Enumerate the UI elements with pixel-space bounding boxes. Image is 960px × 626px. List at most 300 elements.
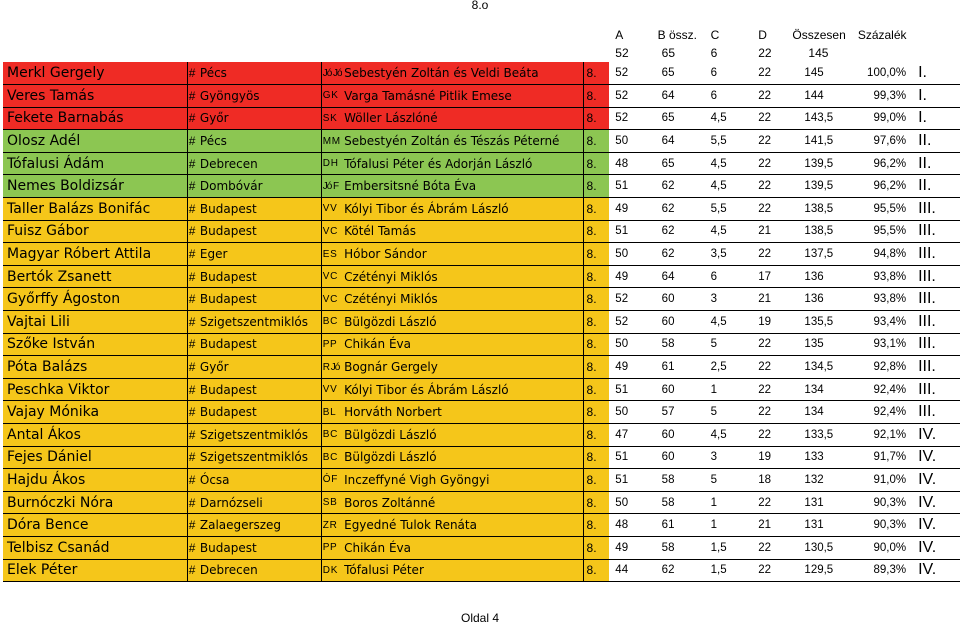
row-hash: # xyxy=(187,265,198,288)
row-hash: # xyxy=(187,401,198,424)
score-total: 136 xyxy=(792,265,857,288)
placement: IV. xyxy=(912,424,960,447)
grade: 8. xyxy=(583,446,609,469)
student-name: Telbisz Csanád xyxy=(3,536,187,559)
placement: I. xyxy=(912,62,960,85)
grade: 8. xyxy=(583,311,609,334)
score-percent: 93,1% xyxy=(858,333,912,356)
teacher-name: Bülgözdi László xyxy=(342,311,583,334)
score-a: 49 xyxy=(609,265,655,288)
score-a: 52 xyxy=(609,288,655,311)
city: Debrecen xyxy=(198,152,321,175)
score-total: 132 xyxy=(792,469,857,492)
teacher-name: Kólyi Tibor és Ábrám László xyxy=(342,198,583,221)
score-total: 144 xyxy=(792,85,857,108)
school-code: V V xyxy=(321,378,342,401)
score-d: 17 xyxy=(752,265,792,288)
grade: 8. xyxy=(583,469,609,492)
school-code: Z R xyxy=(321,514,342,537)
teacher-name: Czétényi Miklós xyxy=(342,265,583,288)
row-hash: # xyxy=(187,491,198,514)
score-a: 47 xyxy=(609,424,655,447)
column-header-row xyxy=(3,26,960,44)
score-percent: 91,0% xyxy=(858,469,912,492)
table-row xyxy=(3,401,960,424)
score-b: 62 xyxy=(656,243,705,266)
table-row xyxy=(3,288,960,311)
score-total: 129,5 xyxy=(792,559,857,582)
student-name: Elek Péter xyxy=(3,559,187,582)
score-a: 48 xyxy=(609,152,655,175)
city: Budapest xyxy=(198,220,321,243)
score-c: 1,5 xyxy=(705,536,753,559)
score-a: 50 xyxy=(609,130,655,153)
placement: III. xyxy=(912,333,960,356)
score-d: 22 xyxy=(752,491,792,514)
row-hash: # xyxy=(187,220,198,243)
row-hash: # xyxy=(187,243,198,266)
student-name: Bertók Zsanett xyxy=(3,265,187,288)
student-name: Dóra Bence xyxy=(3,514,187,537)
score-d: 22 xyxy=(752,62,792,85)
city: Budapest xyxy=(198,333,321,356)
student-name: Peschka Viktor xyxy=(3,378,187,401)
score-b: 60 xyxy=(656,288,705,311)
score-b: 61 xyxy=(656,514,705,537)
score-d: 18 xyxy=(752,469,792,492)
score-total: 131 xyxy=(792,514,857,537)
student-name: Szőke István xyxy=(3,333,187,356)
placement: IV. xyxy=(912,536,960,559)
teacher-name: Bülgözdi László xyxy=(342,446,583,469)
city: Ócsa xyxy=(198,469,321,492)
row-hash: # xyxy=(187,130,198,153)
table-row xyxy=(3,85,960,108)
student-name: Hajdu Ákos xyxy=(3,469,187,492)
score-a: 51 xyxy=(609,469,655,492)
max-d: 22 xyxy=(758,46,772,60)
max-c: 6 xyxy=(710,46,718,60)
score-b: 60 xyxy=(656,378,705,401)
score-a: 52 xyxy=(609,107,655,130)
max-b: 65 xyxy=(661,46,676,60)
score-total: 133,5 xyxy=(792,424,857,447)
score-d: 22 xyxy=(752,130,792,153)
city: Budapest xyxy=(198,265,321,288)
score-total: 130,5 xyxy=(792,536,857,559)
row-hash: # xyxy=(187,536,198,559)
score-b: 62 xyxy=(656,559,705,582)
score-c: 1 xyxy=(705,378,753,401)
teacher-name: Hóbor Sándor xyxy=(342,243,583,266)
score-percent: 100,0% xyxy=(858,62,912,85)
score-b: 58 xyxy=(656,491,705,514)
school-code: Jó F xyxy=(321,175,342,198)
placement: IV. xyxy=(912,491,960,514)
score-c: 4,5 xyxy=(705,107,753,130)
teacher-name: Tófalusi Péter xyxy=(342,559,583,582)
city: Pécs xyxy=(198,62,321,85)
row-hash: # xyxy=(187,152,198,175)
school-code: B C xyxy=(321,424,342,447)
school-code: S K xyxy=(321,107,342,130)
school-code: E S xyxy=(321,243,342,266)
score-d: 21 xyxy=(752,514,792,537)
city: Darnózseli xyxy=(198,491,321,514)
score-total: 141,5 xyxy=(792,130,857,153)
score-d: 19 xyxy=(752,446,792,469)
score-a: 50 xyxy=(609,491,655,514)
grade: 8. xyxy=(583,220,609,243)
col-header-pct: Százalék xyxy=(857,28,907,42)
score-percent: 99,0% xyxy=(858,107,912,130)
table-row xyxy=(3,446,960,469)
score-a: 49 xyxy=(609,198,655,221)
score-percent: 92,4% xyxy=(858,378,912,401)
table-row xyxy=(3,469,960,492)
score-c: 2,5 xyxy=(705,356,753,379)
city: Szigetszentmiklós xyxy=(198,446,321,469)
score-total: 134,5 xyxy=(792,356,857,379)
placement: IV. xyxy=(912,514,960,537)
student-name: Fejes Dániel xyxy=(3,446,187,469)
score-c: 4,5 xyxy=(705,424,753,447)
score-total: 137,5 xyxy=(792,243,857,266)
score-a: 50 xyxy=(609,243,655,266)
table-row xyxy=(3,559,960,582)
score-a: 44 xyxy=(609,559,655,582)
student-name: Antal Ákos xyxy=(3,424,187,447)
page-header: 8.o xyxy=(471,0,489,12)
grade: 8. xyxy=(583,243,609,266)
score-a: 52 xyxy=(609,62,655,85)
student-name: Tófalusi Ádám xyxy=(3,152,187,175)
teacher-name: Czétényi Miklós xyxy=(342,288,583,311)
row-hash: # xyxy=(187,198,198,221)
score-a: 49 xyxy=(609,356,655,379)
teacher-name: Inczeffyné Vigh Gyöngyi xyxy=(342,469,583,492)
placement: II. xyxy=(912,152,960,175)
score-percent: 96,2% xyxy=(858,175,912,198)
school-code: P P xyxy=(321,333,342,356)
city: Dombóvár xyxy=(198,175,321,198)
city: Győr xyxy=(198,356,321,379)
placement: IV. xyxy=(912,446,960,469)
grade: 8. xyxy=(583,559,609,582)
score-percent: 94,8% xyxy=(858,243,912,266)
score-b: 65 xyxy=(656,152,705,175)
row-hash: # xyxy=(187,559,198,582)
school-code: V C xyxy=(321,288,342,311)
city: Debrecen xyxy=(198,559,321,582)
score-c: 5 xyxy=(705,469,753,492)
score-percent: 93,8% xyxy=(858,288,912,311)
grade: 8. xyxy=(583,62,609,85)
score-b: 58 xyxy=(656,536,705,559)
row-hash: # xyxy=(187,469,198,492)
score-percent: 92,1% xyxy=(858,424,912,447)
placement: III. xyxy=(912,288,960,311)
grade: 8. xyxy=(583,514,609,537)
table-row xyxy=(3,198,960,221)
row-hash: # xyxy=(187,85,198,108)
table-row xyxy=(3,378,960,401)
teacher-name: Bognár Gergely xyxy=(342,356,583,379)
placement: III. xyxy=(912,378,960,401)
grade: 8. xyxy=(583,85,609,108)
student-name: Burnóczki Nóra xyxy=(3,491,187,514)
table-row xyxy=(3,107,960,130)
row-hash: # xyxy=(187,446,198,469)
city: Gyöngyös xyxy=(198,85,321,108)
score-percent: 91,7% xyxy=(858,446,912,469)
score-d: 21 xyxy=(752,288,792,311)
score-d: 22 xyxy=(752,175,792,198)
score-total: 134 xyxy=(792,401,857,424)
score-total: 138,5 xyxy=(792,220,857,243)
row-hash: # xyxy=(187,311,198,334)
city: Budapest xyxy=(198,198,321,221)
score-c: 5,5 xyxy=(705,130,753,153)
max-a: 52 xyxy=(615,46,629,60)
grade: 8. xyxy=(583,356,609,379)
student-name: Vajtai Lili xyxy=(3,311,187,334)
score-c: 6 xyxy=(705,85,753,108)
score-c: 1 xyxy=(705,514,753,537)
score-total: 139,5 xyxy=(792,152,857,175)
row-hash: # xyxy=(187,107,198,130)
score-total: 134 xyxy=(792,378,857,401)
teacher-name: Sebestyén Zoltán és Tészás Péterné xyxy=(342,130,583,153)
max-score-row xyxy=(3,44,960,62)
score-c: 6 xyxy=(705,265,753,288)
score-b: 64 xyxy=(656,265,705,288)
score-percent: 93,8% xyxy=(858,265,912,288)
score-total: 138,5 xyxy=(792,198,857,221)
score-b: 60 xyxy=(656,424,705,447)
grade: 8. xyxy=(583,333,609,356)
table-row xyxy=(3,130,960,153)
score-a: 50 xyxy=(609,401,655,424)
score-d: 22 xyxy=(752,107,792,130)
score-percent: 90,3% xyxy=(858,491,912,514)
score-d: 22 xyxy=(752,424,792,447)
table-row xyxy=(3,152,960,175)
school-code: Jó Jó xyxy=(321,62,342,85)
score-b: 60 xyxy=(656,311,705,334)
score-c: 4,5 xyxy=(705,220,753,243)
grade: 8. xyxy=(583,107,609,130)
row-hash: # xyxy=(187,62,198,85)
score-c: 6 xyxy=(705,62,753,85)
col-header-total: Összesen xyxy=(792,28,846,42)
score-total: 135,5 xyxy=(792,311,857,334)
school-code: V C xyxy=(321,220,342,243)
score-c: 3 xyxy=(705,446,753,469)
placement: II. xyxy=(912,175,960,198)
placement: I. xyxy=(912,85,960,108)
row-hash: # xyxy=(187,175,198,198)
grade: 8. xyxy=(583,152,609,175)
school-code: B C xyxy=(321,446,342,469)
score-d: 22 xyxy=(752,333,792,356)
student-name: Póta Balázs xyxy=(3,356,187,379)
score-c: 5,5 xyxy=(705,198,753,221)
score-percent: 92,4% xyxy=(858,401,912,424)
score-b: 58 xyxy=(656,469,705,492)
score-a: 52 xyxy=(609,311,655,334)
placement: III. xyxy=(912,401,960,424)
grade: 8. xyxy=(583,198,609,221)
score-percent: 90,3% xyxy=(858,514,912,537)
teacher-name: Sebestyén Zoltán és Veldi Beáta xyxy=(342,62,583,85)
school-code: B C xyxy=(321,311,342,334)
teacher-name: Wöller Lászlóné xyxy=(342,107,583,130)
city: Zalaegerszeg xyxy=(198,514,321,537)
score-a: 51 xyxy=(609,378,655,401)
row-hash: # xyxy=(187,514,198,537)
city: Pécs xyxy=(198,130,321,153)
table-row xyxy=(3,175,960,198)
score-d: 22 xyxy=(752,401,792,424)
row-hash: # xyxy=(187,356,198,379)
city: Szigetszentmiklós xyxy=(198,424,321,447)
score-c: 5 xyxy=(705,333,753,356)
student-name: Magyar Róbert Attila xyxy=(3,243,187,266)
city: Győr xyxy=(198,107,321,130)
school-code: V V xyxy=(321,198,342,221)
score-percent: 92,8% xyxy=(858,356,912,379)
score-b: 58 xyxy=(656,333,705,356)
table-row xyxy=(3,265,960,288)
student-name: Vajay Mónika xyxy=(3,401,187,424)
table-row xyxy=(3,243,960,266)
student-name: Fekete Barnabás xyxy=(3,107,187,130)
grade: 8. xyxy=(583,130,609,153)
school-code: B L xyxy=(321,401,342,424)
city: Budapest xyxy=(198,401,321,424)
score-a: 51 xyxy=(609,446,655,469)
teacher-name: Kötél Tamás xyxy=(342,220,583,243)
score-d: 22 xyxy=(752,152,792,175)
school-code: V C xyxy=(321,265,342,288)
score-c: 3 xyxy=(705,288,753,311)
grade: 8. xyxy=(583,536,609,559)
teacher-name: Boros Zoltánné xyxy=(342,491,583,514)
score-d: 22 xyxy=(752,378,792,401)
score-total: 139,5 xyxy=(792,175,857,198)
school-code: G K xyxy=(321,85,342,108)
school-code: M M xyxy=(321,130,342,153)
score-percent: 96,2% xyxy=(858,152,912,175)
placement: II. xyxy=(912,130,960,153)
score-d: 22 xyxy=(752,356,792,379)
placement: I. xyxy=(912,107,960,130)
table-row xyxy=(3,491,960,514)
placement: III. xyxy=(912,265,960,288)
table-row xyxy=(3,356,960,379)
teacher-name: Tófalusi Péter és Adorján László xyxy=(342,152,583,175)
student-name: Taller Balázs Bonifác xyxy=(3,198,187,221)
student-name: Olosz Adél xyxy=(3,130,187,153)
score-c: 4,5 xyxy=(705,152,753,175)
city: Budapest xyxy=(198,288,321,311)
school-code: D H xyxy=(321,152,342,175)
max-total: 145 xyxy=(808,46,829,60)
score-percent: 93,4% xyxy=(858,311,912,334)
score-b: 61 xyxy=(656,356,705,379)
placement: IV. xyxy=(912,559,960,582)
score-percent: 95,5% xyxy=(858,220,912,243)
placement: III. xyxy=(912,198,960,221)
school-code: S B xyxy=(321,491,342,514)
placement: III. xyxy=(912,356,960,379)
score-d: 22 xyxy=(752,198,792,221)
col-header-b: B össz. xyxy=(657,28,698,42)
school-code: R Jó xyxy=(321,356,342,379)
score-b: 62 xyxy=(656,220,705,243)
table-row xyxy=(3,220,960,243)
teacher-name: Varga Tamásné Pitlik Emese xyxy=(342,85,583,108)
table-row xyxy=(3,62,960,85)
score-b: 57 xyxy=(656,401,705,424)
score-b: 65 xyxy=(656,107,705,130)
grade: 8. xyxy=(583,424,609,447)
score-percent: 99,3% xyxy=(858,85,912,108)
grade: 8. xyxy=(583,378,609,401)
grade: 8. xyxy=(583,288,609,311)
grade: 8. xyxy=(583,175,609,198)
results-table xyxy=(3,26,960,582)
page-footer: Oldal 4 xyxy=(460,611,500,625)
city: Szigetszentmiklós xyxy=(198,311,321,334)
col-header-a: A xyxy=(615,28,624,42)
score-total: 136 xyxy=(792,288,857,311)
city: Budapest xyxy=(198,536,321,559)
teacher-name: Chikán Éva xyxy=(342,536,583,559)
teacher-name: Bülgözdi László xyxy=(342,424,583,447)
score-c: 1,5 xyxy=(705,559,753,582)
score-c: 3,5 xyxy=(705,243,753,266)
score-d: 22 xyxy=(752,243,792,266)
table-row xyxy=(3,514,960,537)
grade: 8. xyxy=(583,265,609,288)
score-b: 60 xyxy=(656,446,705,469)
score-c: 1 xyxy=(705,491,753,514)
score-total: 133 xyxy=(792,446,857,469)
teacher-name: Egyedné Tulok Renáta xyxy=(342,514,583,537)
placement: IV. xyxy=(912,469,960,492)
score-c: 4,5 xyxy=(705,175,753,198)
student-name: Fuisz Gábor xyxy=(3,220,187,243)
row-hash: # xyxy=(187,378,198,401)
placement: III. xyxy=(912,220,960,243)
score-a: 50 xyxy=(609,333,655,356)
school-code: D K xyxy=(321,559,342,582)
score-b: 62 xyxy=(656,175,705,198)
score-percent: 89,3% xyxy=(858,559,912,582)
score-a: 48 xyxy=(609,514,655,537)
score-d: 22 xyxy=(752,85,792,108)
grade: 8. xyxy=(583,491,609,514)
table-row xyxy=(3,536,960,559)
school-code: Ó F xyxy=(321,469,342,492)
placement: III. xyxy=(912,243,960,266)
table-row xyxy=(3,333,960,356)
score-d: 21 xyxy=(752,220,792,243)
city: Eger xyxy=(198,243,321,266)
score-a: 51 xyxy=(609,175,655,198)
